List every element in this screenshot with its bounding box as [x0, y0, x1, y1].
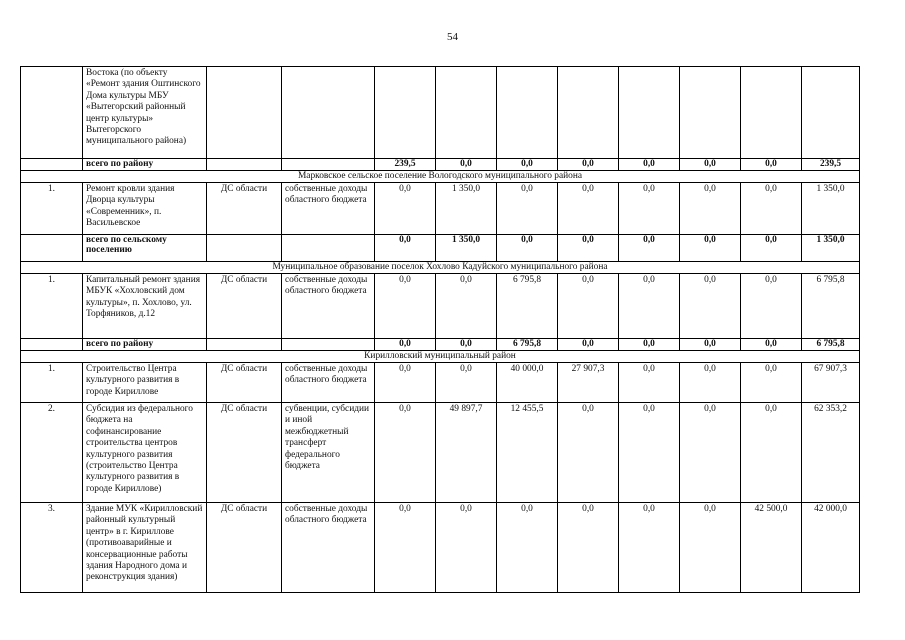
object-name-cell: Капитальный ремонт здания МБУК «Хохловский дом культуры», п. Хохлово, ул. Торфяников, д.12 — [83, 274, 207, 339]
value-cell — [497, 67, 558, 159]
row-number-cell — [21, 67, 83, 159]
value-cell: 0,0 — [558, 183, 619, 235]
row-number-cell: 1. — [21, 183, 83, 235]
value-cell: 6 795,8 — [802, 274, 860, 339]
customer-cell: ДС области — [207, 403, 282, 503]
value-cell: 0,0 — [558, 503, 619, 593]
customer-cell: ДС области — [207, 363, 282, 403]
value-cell: 0,0 — [619, 363, 680, 403]
customer-cell — [207, 235, 282, 262]
value-cell: 0,0 — [436, 363, 497, 403]
object-name-cell: Субсидия из федерального бюджета на софинансирование строительства центров культурного развития (строительство Центра культурного развития в городе Кириллове) — [83, 403, 207, 503]
value-cell: 49 897,7 — [436, 403, 497, 503]
value-cell: 0,0 — [436, 339, 497, 351]
value-cell — [802, 67, 860, 159]
table-row — [21, 363, 860, 403]
row-number-cell — [21, 339, 83, 351]
page-number: 54 — [447, 31, 458, 43]
table-row — [21, 274, 860, 339]
value-cell: 0,0 — [558, 235, 619, 262]
customer-cell — [207, 67, 282, 159]
value-cell: 0,0 — [436, 274, 497, 339]
funding-source-cell — [282, 67, 375, 159]
value-cell: 0,0 — [619, 503, 680, 593]
value-cell: 1 350,0 — [436, 183, 497, 235]
value-cell: 0,0 — [497, 235, 558, 262]
value-cell: 0,0 — [741, 403, 802, 503]
value-cell: 0,0 — [558, 339, 619, 351]
value-cell: 0,0 — [741, 159, 802, 171]
funding-source-cell: собственные доходы областного бюджета — [282, 274, 375, 339]
value-cell: 239,5 — [802, 159, 860, 171]
total-row — [21, 339, 860, 351]
value-cell: 0,0 — [375, 503, 436, 593]
customer-cell: ДС области — [207, 183, 282, 235]
funding-source-cell: собственные доходы областного бюджета — [282, 183, 375, 235]
value-cell: 0,0 — [741, 363, 802, 403]
customer-cell: ДС области — [207, 274, 282, 339]
value-cell: 0,0 — [619, 403, 680, 503]
section-row — [21, 351, 860, 363]
row-number-cell: 2. — [21, 403, 83, 503]
value-cell: 0,0 — [619, 274, 680, 339]
value-cell: 0,0 — [375, 274, 436, 339]
value-cell: 0,0 — [741, 235, 802, 262]
customer-cell: ДС области — [207, 503, 282, 593]
table-row — [21, 67, 860, 159]
value-cell: 67 907,3 — [802, 363, 860, 403]
value-cell: 0,0 — [558, 274, 619, 339]
value-cell: 1 350,0 — [802, 235, 860, 262]
section-title: Кирилловский муниципальный район — [21, 351, 860, 363]
value-cell: 62 353,2 — [802, 403, 860, 503]
section-row — [21, 171, 860, 183]
value-cell: 0,0 — [375, 235, 436, 262]
value-cell: 0,0 — [497, 503, 558, 593]
value-cell: 0,0 — [680, 274, 741, 339]
value-cell: 6 795,8 — [802, 339, 860, 351]
value-cell: 0,0 — [619, 159, 680, 171]
value-cell: 0,0 — [680, 339, 741, 351]
section-title: Марковское сельское поселение Вологодского муниципального района — [21, 171, 860, 183]
funding-source-cell: субвенции, субсидии и иной межбюджетный трансферт федерального бюджета — [282, 403, 375, 503]
value-cell — [558, 67, 619, 159]
total-label: всего по району — [83, 339, 207, 351]
source-cell — [282, 339, 375, 351]
value-cell — [619, 67, 680, 159]
value-cell: 0,0 — [619, 183, 680, 235]
value-cell: 239,5 — [375, 159, 436, 171]
object-name-cell: Здание МУК «Кирилловский районный культурный центр» в г. Кириллове (противоаварийные и консервационные работы здания Народного дома и реконструкция здания) — [83, 503, 207, 593]
value-cell: 0,0 — [741, 339, 802, 351]
value-cell — [680, 67, 741, 159]
total-label: всего по району — [83, 159, 207, 171]
value-cell: 0,0 — [619, 339, 680, 351]
budget-table — [20, 66, 860, 593]
table-row — [21, 503, 860, 593]
customer-cell — [207, 339, 282, 351]
value-cell: 1 350,0 — [436, 235, 497, 262]
value-cell: 6 795,8 — [497, 339, 558, 351]
value-cell: 0,0 — [680, 235, 741, 262]
source-cell — [282, 235, 375, 262]
row-number-cell: 1. — [21, 274, 83, 339]
value-cell — [436, 67, 497, 159]
value-cell — [741, 67, 802, 159]
value-cell: 0,0 — [375, 183, 436, 235]
value-cell: 0,0 — [680, 403, 741, 503]
value-cell: 0,0 — [497, 159, 558, 171]
object-name-cell: Востока (по объекту «Ремонт здания Оштинского Дома культуры МБУ «Вытегорский районный центр культуры» Вытегорского муниципального района) — [83, 67, 207, 159]
total-row — [21, 235, 860, 262]
row-number-cell: 1. — [21, 363, 83, 403]
source-cell — [282, 159, 375, 171]
value-cell: 0,0 — [375, 339, 436, 351]
row-number-cell: 3. — [21, 503, 83, 593]
value-cell: 12 455,5 — [497, 403, 558, 503]
funding-source-cell: собственные доходы областного бюджета — [282, 503, 375, 593]
row-number-cell — [21, 159, 83, 171]
value-cell: 0,0 — [558, 159, 619, 171]
value-cell: 27 907,3 — [558, 363, 619, 403]
funding-source-cell: собственные доходы областного бюджета — [282, 363, 375, 403]
value-cell: 0,0 — [619, 235, 680, 262]
section-row — [21, 262, 860, 274]
object-name-cell: Ремонт кровли здания Дворца культуры «Современник», п. Васильевское — [83, 183, 207, 235]
section-title: Муниципальное образование поселок Хохлово Кадуйского муниципального района — [21, 262, 860, 274]
value-cell: 0,0 — [680, 159, 741, 171]
value-cell: 0,0 — [741, 183, 802, 235]
value-cell: 0,0 — [558, 403, 619, 503]
value-cell: 0,0 — [680, 363, 741, 403]
row-number-cell — [21, 235, 83, 262]
value-cell: 0,0 — [436, 159, 497, 171]
value-cell: 0,0 — [680, 503, 741, 593]
value-cell: 42 000,0 — [802, 503, 860, 593]
value-cell: 42 500,0 — [741, 503, 802, 593]
total-row — [21, 159, 860, 171]
value-cell: 0,0 — [375, 403, 436, 503]
value-cell: 0,0 — [375, 363, 436, 403]
table-row — [21, 403, 860, 503]
value-cell: 0,0 — [436, 503, 497, 593]
value-cell: 1 350,0 — [802, 183, 860, 235]
object-name-cell: Строительство Центра культурного развития в городе Кириллове — [83, 363, 207, 403]
table-row — [21, 183, 860, 235]
value-cell: 40 000,0 — [497, 363, 558, 403]
value-cell — [375, 67, 436, 159]
customer-cell — [207, 159, 282, 171]
value-cell: 0,0 — [680, 183, 741, 235]
value-cell: 6 795,8 — [497, 274, 558, 339]
value-cell: 0,0 — [741, 274, 802, 339]
total-label: всего по сельскому поселению — [83, 235, 207, 262]
value-cell: 0,0 — [497, 183, 558, 235]
